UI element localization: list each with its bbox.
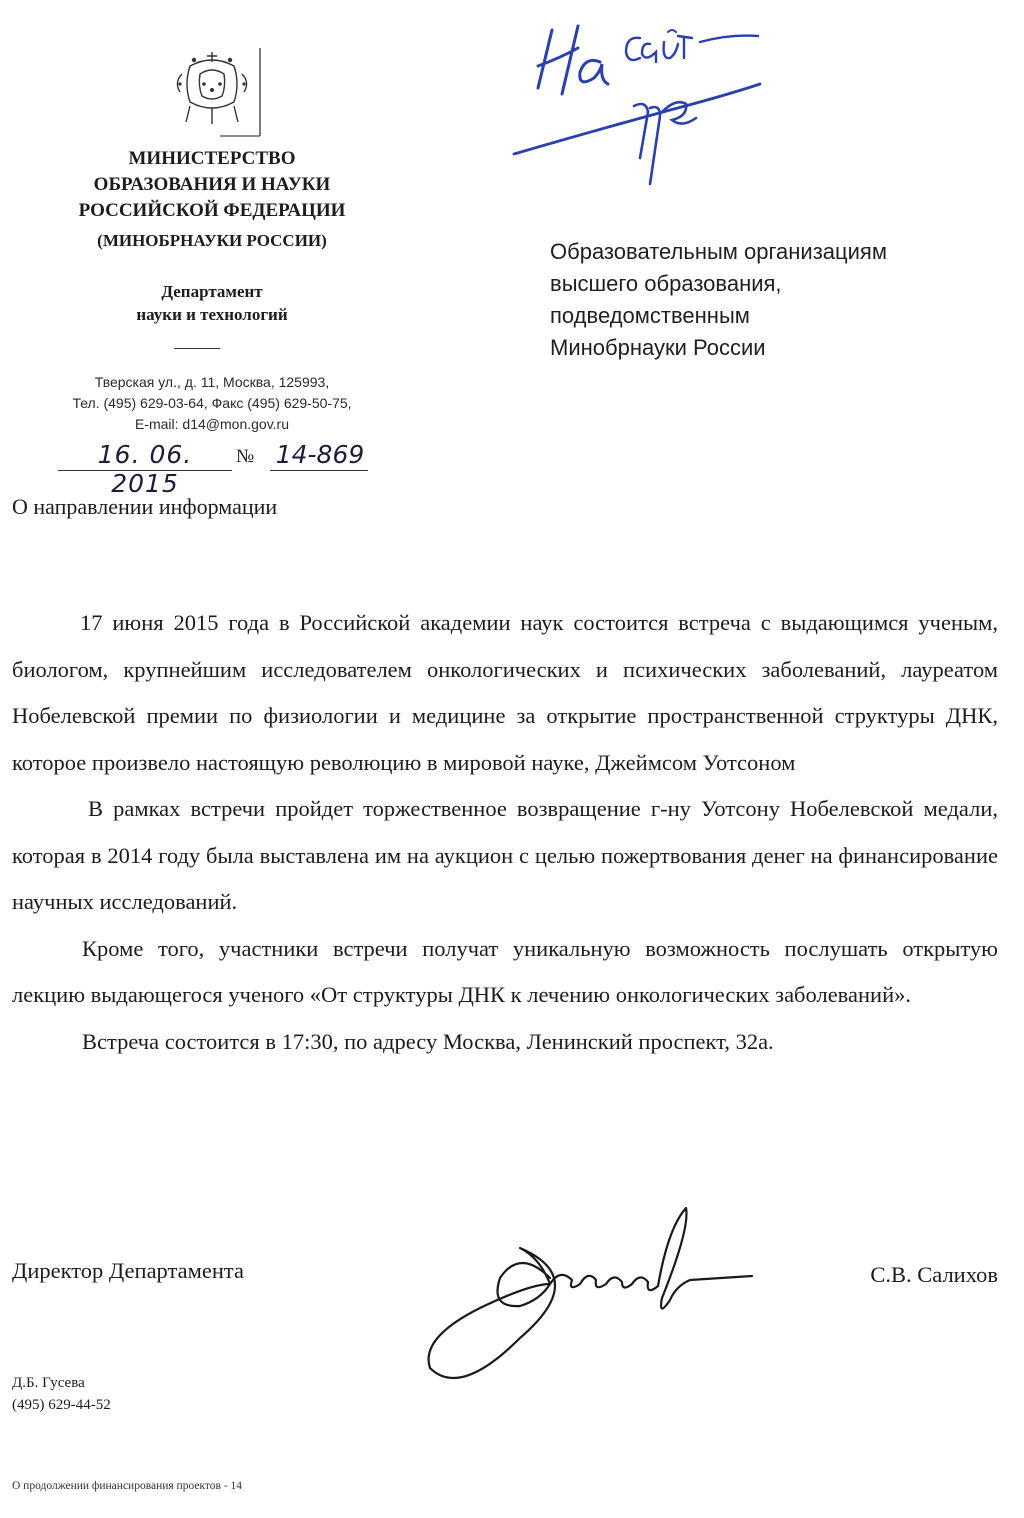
body-paragraph: Встреча состоится в 17:30, по адресу Москва, Ленинский проспект, 32а. bbox=[82, 1028, 774, 1054]
ministry-line: МИНИСТЕРСТВО bbox=[128, 148, 296, 169]
executor-phone: (495) 629-44-52 bbox=[12, 1397, 111, 1413]
date-underline bbox=[58, 470, 232, 471]
department-line: науки и технологий bbox=[136, 305, 288, 324]
email: E-mail: d14@mon.gov.ru bbox=[134, 416, 289, 432]
registration-number: 14-869 bbox=[275, 440, 365, 469]
executor-name: Д.Б. Гусева bbox=[12, 1375, 85, 1391]
recipient-line: высшего образования, bbox=[550, 271, 782, 296]
recipient-line: Минобрнауки России bbox=[550, 335, 766, 360]
number-underline bbox=[270, 470, 368, 471]
address: Тверская ул., д. 11, Москва, 125993, bbox=[94, 374, 330, 390]
ministry-line: РОССИЙСКОЙ ФЕДЕРАЦИИ bbox=[78, 200, 346, 221]
body-paragraph: В рамках встречи пройдет торжественное возвращение г-ну Уотсону Нобелевской медали, которая в 2014 году была выставлена им на аукцион с целью пожертвования денег на финансирование научных исследований. bbox=[12, 796, 998, 914]
coat-of-arms-emblem bbox=[160, 44, 264, 140]
department-name bbox=[40, 280, 384, 326]
body-paragraph: Кроме того, участники встречи получат уникальную возможность послушать открытую лекцию выдающегося ученого «От структуры ДНК к лечению онкологических заболеваний». bbox=[12, 935, 998, 1007]
ministry-line: ОБРАЗОВАНИЯ И НАУКИ bbox=[93, 174, 331, 195]
department-line: Департамент bbox=[161, 282, 263, 301]
registration-date: 16. 06. 2015 bbox=[97, 440, 193, 498]
handwritten-resolution bbox=[500, 8, 790, 198]
executor-info bbox=[12, 1372, 111, 1416]
letter-subject: О направлении информации bbox=[12, 494, 278, 519]
letter-body bbox=[12, 600, 998, 1065]
letterhead-contacts bbox=[24, 372, 400, 435]
recipient-block bbox=[550, 236, 980, 364]
ministry-short-name: (МИНОБРНАУКИ РОССИИ) bbox=[97, 231, 327, 250]
body-paragraph: 17 июня 2015 года в Российской академии наук состоится встреча с выдающимся ученым, биологом, крупнейшим исследователем онкологических и психических заболеваний, лауреатом Нобелевской премии по физиологии и медицине за открытие пространственной структуры ДНК, которое произвело настоящую революцию в мировой науке, Джеймсом Уотсоном bbox=[12, 610, 998, 775]
number-label: № bbox=[236, 446, 255, 467]
handwritten-signature bbox=[400, 1188, 760, 1388]
signatory-title: Директор Департамента bbox=[12, 1258, 244, 1283]
recipient-line: подведомственным bbox=[550, 303, 750, 328]
department-divider bbox=[174, 348, 220, 349]
recipient-line: Образовательным организациям bbox=[550, 239, 887, 264]
signatory-name: С.В. Салихов bbox=[870, 1262, 998, 1287]
phone-fax: Тел. (495) 629-03-64, Факс (495) 629-50-75, bbox=[72, 395, 352, 411]
ministry-name bbox=[40, 146, 384, 254]
document-footer: О продолжении финансирования проектов - 14 bbox=[12, 1480, 243, 1492]
